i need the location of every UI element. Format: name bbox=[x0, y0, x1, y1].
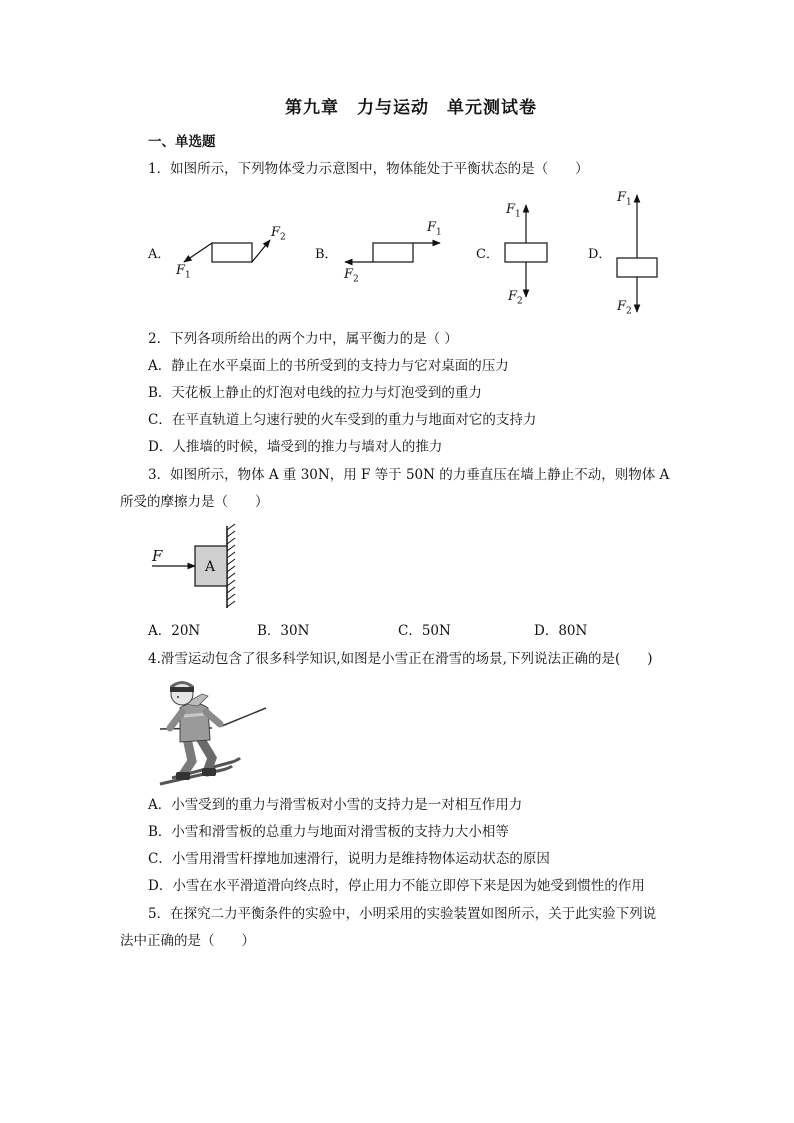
q1-a-f2-label: $F_2$ bbox=[271, 225, 286, 243]
q1-diagram-a bbox=[0, 185, 270, 262]
q1-c-box bbox=[505, 243, 547, 262]
q1-d-f2-label: $F_2$ bbox=[617, 299, 632, 317]
q1-option-c-label: C． bbox=[476, 247, 499, 262]
question-3-stem-line1: 3．如图所示，物体 A 重 30N，用 F 等于 50N 的力垂直压在墙上静止不动，则物体 A bbox=[148, 467, 670, 483]
q1-a-arrow-f2 bbox=[252, 240, 270, 262]
q1-a-box bbox=[212, 243, 252, 262]
question-5-stem-line2: 法中正确的是（ ） bbox=[120, 933, 255, 949]
q2-option-b: B．天花板上静止的灯泡对电线的拉力与灯泡受到的重力 bbox=[148, 385, 482, 401]
q3-option-c: C．50N bbox=[398, 623, 451, 639]
q1-b-f2-label: $F_2$ bbox=[344, 267, 359, 285]
question-4-stem: 4.滑雪运动包含了很多科学知识,如图是小雪正在滑雪的场景,下列说法正确的是( ) bbox=[148, 651, 653, 667]
q3-option-a: A．20N bbox=[148, 623, 201, 639]
q3-option-d: D．80N bbox=[534, 623, 588, 639]
question-1-stem: 1．如图所示，下列物体受力示意图中，物体能处于平衡状态的是（ ） bbox=[148, 161, 589, 177]
q1-force-diagrams bbox=[0, 185, 794, 325]
question-5-stem-line1: 5．在探究二力平衡条件的实验中，小明采用的实验装置如图所示，关于此实验下列说 bbox=[148, 906, 657, 922]
question-2-stem: 2．下列各项所给出的两个力中，属平衡力的是（ ） bbox=[148, 331, 458, 347]
q1-c-f1-label: $F_1$ bbox=[506, 202, 521, 220]
q1-diagram-d bbox=[617, 195, 657, 312]
q1-b-box bbox=[373, 243, 413, 262]
skier-illustration bbox=[152, 676, 270, 790]
q2-option-a: A．静止在水平桌面上的书所受到的支持力与它对桌面的压力 bbox=[148, 358, 509, 374]
q4-option-c: C．小雪用滑雪杆撑地加速滑行，说明力是维持物体运动状态的原因 bbox=[148, 851, 550, 867]
q4-option-b: B．小雪和滑雪板的总重力与地面对滑雪板的支持力大小相等 bbox=[148, 824, 509, 840]
q1-option-a-label: A． bbox=[148, 247, 171, 262]
q1-diagram-b bbox=[345, 243, 440, 262]
q1-d-box bbox=[617, 258, 657, 277]
q3-force-label: F bbox=[152, 547, 163, 565]
q3-wall-diagram bbox=[140, 520, 260, 615]
q3-option-b: B．30N bbox=[257, 623, 310, 639]
q3-wall-hatching bbox=[227, 524, 235, 607]
q1-option-b-label: B． bbox=[315, 247, 338, 262]
q4-option-a: A．小雪受到的重力与滑雪板对小雪的支持力是一对相互作用力 bbox=[148, 797, 523, 813]
q1-option-d-label: D． bbox=[588, 247, 612, 262]
question-3-stem-line2: 所受的摩擦力是（ ） bbox=[120, 494, 269, 510]
q1-d-f1-label: $F_1$ bbox=[617, 190, 632, 208]
q2-option-d: D．人推墙的时候，墙受到的推力与墙对人的推力 bbox=[148, 439, 443, 455]
q1-b-f1-label: $F_1$ bbox=[427, 220, 442, 238]
section-heading: 一、单选题 bbox=[148, 134, 216, 150]
q1-a-f1-label: $F_1$ bbox=[176, 263, 191, 281]
q1-c-f2-label: $F_2$ bbox=[508, 289, 523, 307]
q3-block-label: A bbox=[205, 559, 216, 575]
q1-a-arrow-f1 bbox=[184, 243, 212, 262]
page-title: 第九章 力与运动 单元测试卷 bbox=[285, 98, 537, 118]
q2-option-c: C．在平直轨道上匀速行驶的火车受到的重力与地面对它的支持力 bbox=[148, 412, 537, 428]
q4-option-d: D．小雪在水平滑道滑向终点时，停止用力不能立即停下来是因为她受到惯性的作用 bbox=[148, 878, 645, 894]
